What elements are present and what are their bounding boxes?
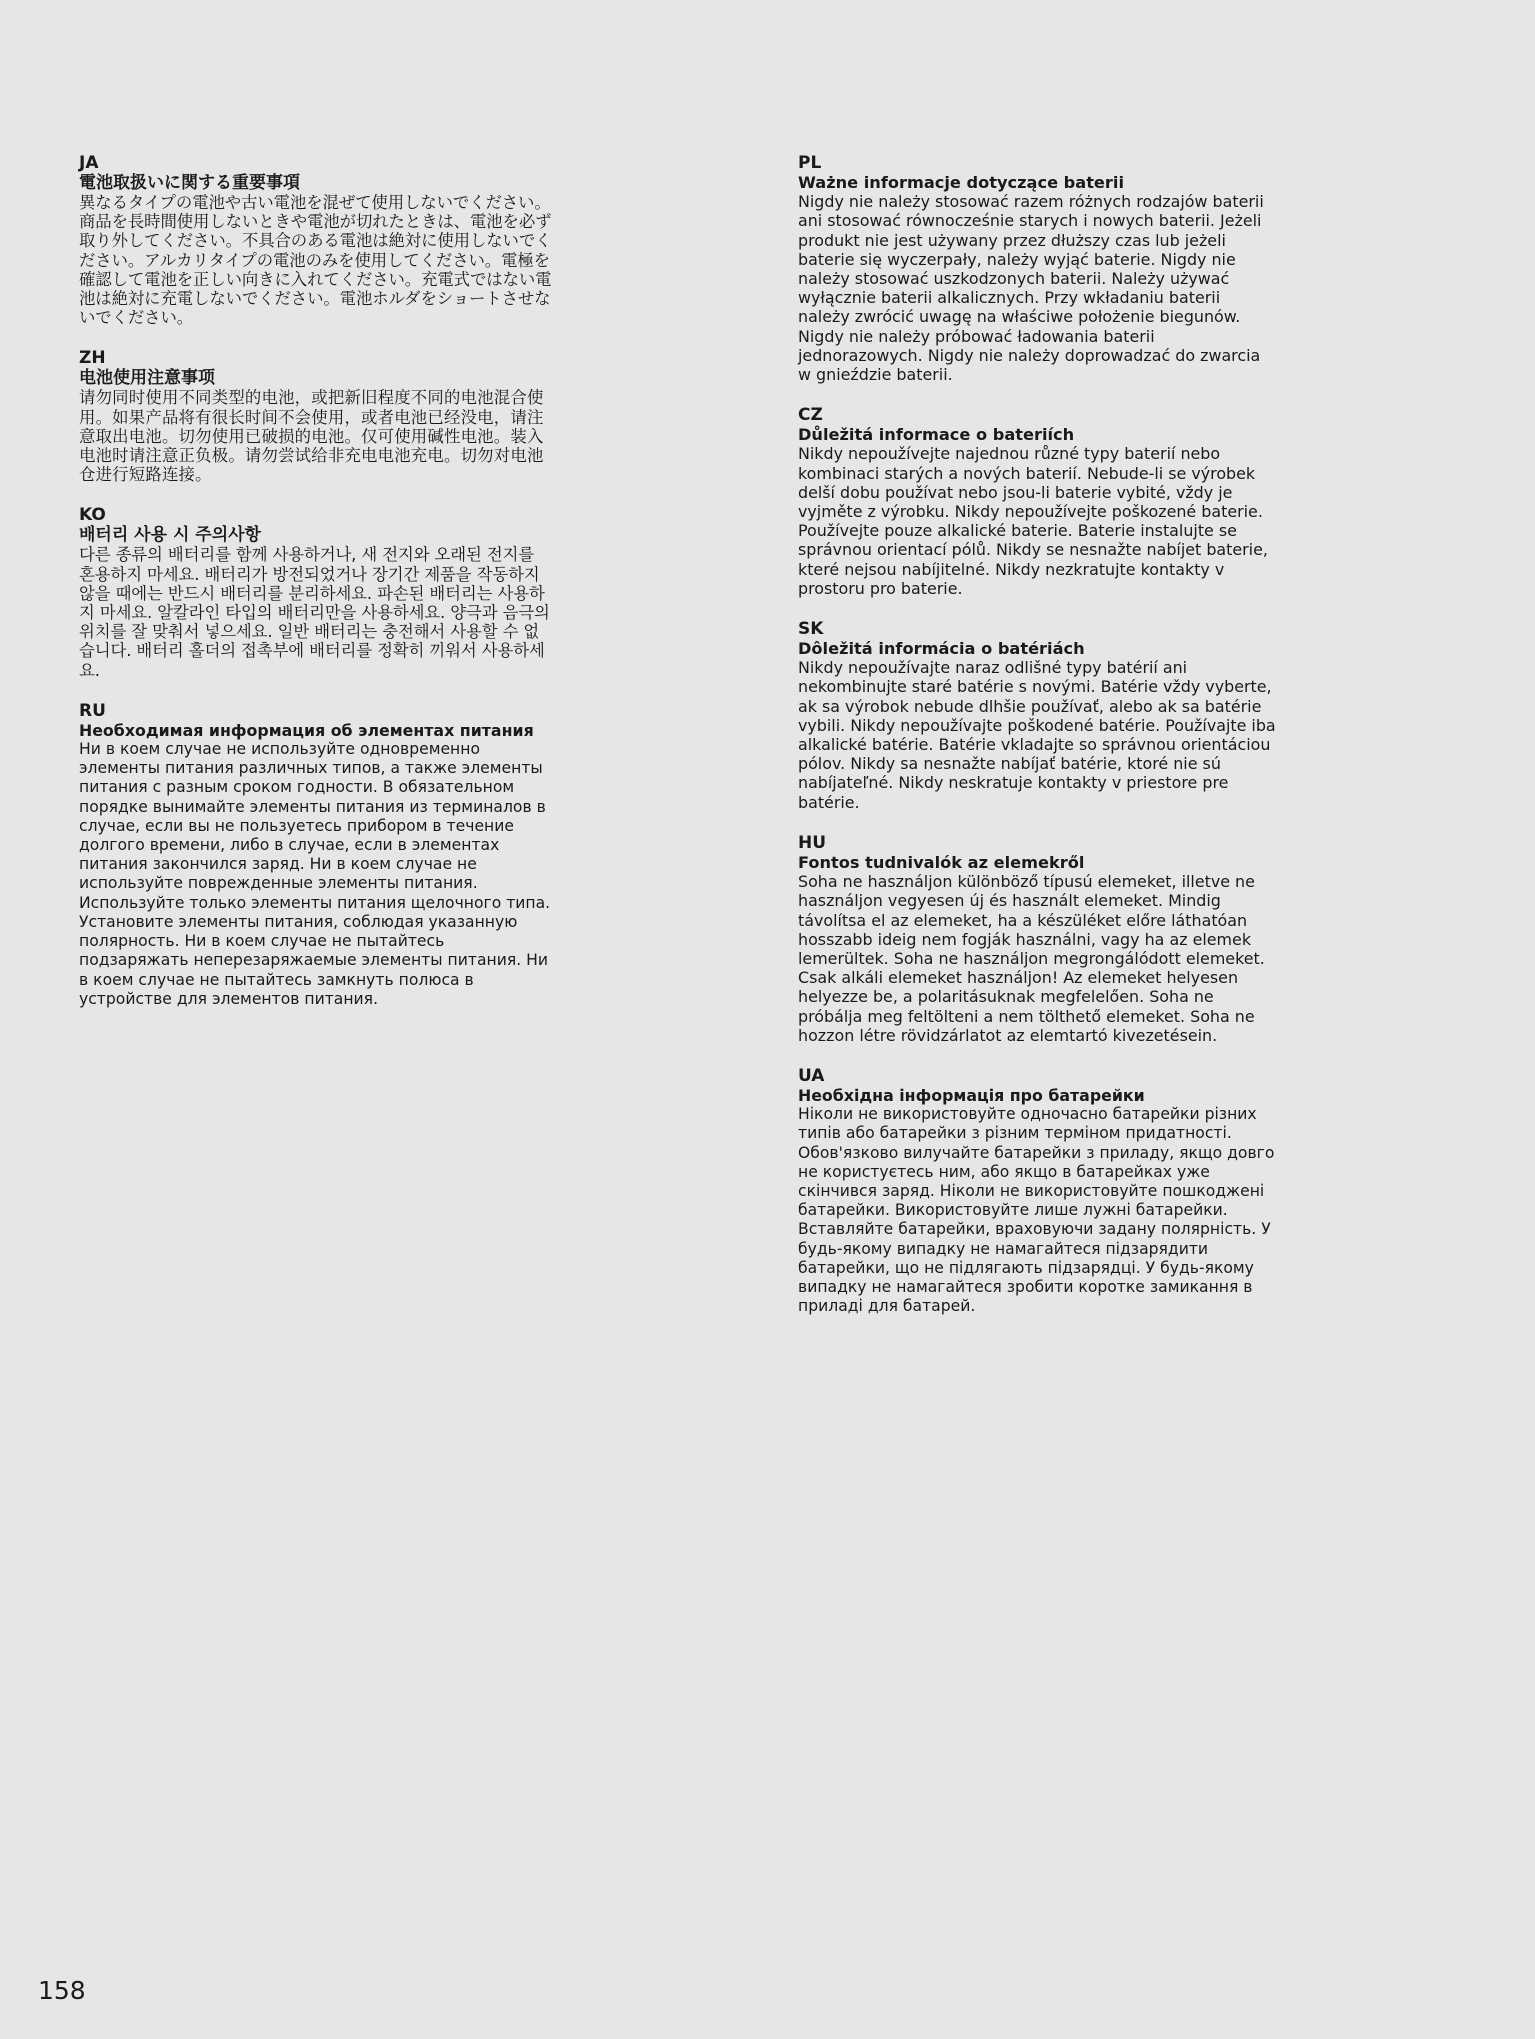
language-code: SK bbox=[798, 619, 824, 640]
section-ua bbox=[798, 1067, 1276, 1316]
section-body: Nigdy nie należy stosować razem różnych rodzajów baterii ani stosować równocześnie starych i nowych baterii. Jeżeli produkt nie jest używany przez dłuższy czas lub jeżeli baterie się wyczerpały, należy wyjąć baterie. Nigdy nie należy stosować uszkodzonych baterii. Należy używać wyłącznie baterii alkalicznych. Przy wkładaniu baterii należy zwrócić uwagę na właściwe położenie biegunów. Nigdy nie należy próbować ładowania baterii jednorazowych. Nigdy nie należy doprowadzać do zwarcia w gnieździe baterii. bbox=[798, 192, 1264, 385]
language-code: ZH bbox=[79, 348, 106, 369]
section-pl bbox=[798, 154, 1276, 384]
section-body: 다른 종류의 배터리를 함께 사용하거나, 새 전지와 오래된 전지를 혼용하지 마세요. 배터리가 방전되었거나 장기간 제품을 작동하지 않을 때에는 반드시 배터리를 분리하세요. 파손된 배터리는 사용하지 마세요. 알칼라인 타입의 배터리만을 사용하세요. 양극과 음극의 위치를 잘 맞춰서 넣으세요. 일반 배터리는 충전해서 사용할 수 없습니다. 배터리 홀더의 접촉부에 배터리를 정확히 끼워서 사용하세요. bbox=[79, 545, 550, 680]
section-body: 異なるタイプの電池や古い電池を混ぜて使用しないでください。商品を長時間使用しないときや電池が切れたときは、電池を必ず取り外してください。不具合のある電池は絶対に使用しないでください。アルカリタイプの電池のみを使用してください。電極を確認して電池を正しい向きに入れてください。充電式ではない電池は絶対に充電しないでください。電池ホルダをショートさせないでください。 bbox=[79, 193, 552, 328]
section-ru bbox=[79, 702, 554, 1009]
section-heading: 电池使用注意事项 bbox=[79, 368, 215, 389]
language-code: UA bbox=[798, 1065, 825, 1086]
language-code: JA bbox=[79, 153, 99, 173]
section-body: Ни в коем случае не используйте одновременно элементы питания различных типов, а также элементы питания с разным сроком годности. В обязательном порядке вынимайте элементы питания из терминалов в случае, если вы не пользуетесь прибором в течение долгого времени, либо в случае, если в элементах питания закончился заряд. Ни в коем случае не используйте поврежденные элементы питания. Используйте только элементы питания щелочного типа. Установите элементы питания, соблюдая указанную полярность. Ни в коем случае не пытайтесь подзаряжать неперезаряжаемые элементы питания. Ни в коем случае не пытайтесь замкнуть полюса в устройстве для элементов питания. bbox=[79, 740, 551, 1008]
section-body: Ніколи не використовуйте одночасно батарейки різних типів або батарейки з різним терміном придатності. Обов'язково вилучайте батарейки з приладу, якщо довго не користуєтесь ним, або якщо в батарейках уже скінчився заряд. Ніколи не використовуйте пошкоджені батарейки. Використовуйте лише лужні батарейки. Вставляйте батарейки, враховуючи задану полярність. У будь-якому випадку не намагайтеся підзарядити батарейки, що не підлягають підзарядці. У будь-якому випадку не намагайтеся зробити коротке замикання в приладі для батарей. bbox=[798, 1105, 1275, 1316]
section-sk bbox=[798, 620, 1276, 812]
section-zh bbox=[79, 349, 554, 484]
section-body: Soha ne használjon különböző típusú elemeket, illetve ne használjon vegyesen új és használt elemeket. Mindig távolítsa el az elemeket, ha a készüléket előre láthatóan hosszabb ideig nem fogják használni, vagy ha az elemek lemerültek. Soha ne használjon megrongálódott elemeket. Csak alkáli elemeket használjon! Az elemeket helyesen helyezze be, a polaritásuknak megfelelően. Soha ne próbálja meg feltölteni a nem tölthető elemeket. Soha ne hozzon létre rövidzárlatot az elemtartó kivezetésein. bbox=[798, 872, 1265, 1045]
section-heading: Dôležitá informácia o batériách bbox=[798, 639, 1085, 659]
language-code: HU bbox=[798, 832, 827, 853]
page-number: 158 bbox=[38, 1976, 86, 2005]
section-hu bbox=[798, 834, 1276, 1045]
section-heading: Důležitá informace o bateriích bbox=[798, 425, 1075, 445]
section-heading: Необходимая информация об элементах питания bbox=[79, 720, 534, 740]
section-ko bbox=[79, 506, 554, 679]
section-body: Nikdy nepoužívejte najednou různé typy baterií nebo kombinaci starých a nových baterií. Nebude-li se výrobek delší dobu používat nebo jsou-li baterie vybité, vždy je vyjměte z výrobku. Nikdy nepoužívejte poškozené baterie. Používejte pouze alkalické baterie. Baterie instalujte se správnou orientací pólů. Nikdy se nesnažte nabíjet baterie, které nejsou nabíjitelné. Nikdy nezkratujte kontakty v prostoru pro baterie. bbox=[798, 444, 1268, 598]
section-heading: Необхідна інформація про батарейки bbox=[798, 1085, 1145, 1105]
section-body: 请勿同时使用不同类型的电池，或把新旧程度不同的电池混合使用。如果产品将有很长时间不会使用，或者电池已经没电，请注意取出电池。切勿使用已破损的电池。仅可使用碱性电池。装入电池时请注意正负极。请勿尝试给非充电电池充电。切勿对电池仓进行短路连接。 bbox=[79, 388, 544, 485]
language-code: KO bbox=[79, 505, 106, 526]
section-body: Nikdy nepoužívajte naraz odlišné typy batérií ani nekombinujte staré batérie s novými. Batérie vždy vyberte, ak sa výrobok nebude dlhšie používať, alebo ak sa batérie vybili. Nikdy nepoužívajte poškodené batérie. Používajte iba alkalické batérie. Batérie vkladajte so správnou orientáciou pólov. Nikdy sa nesnažte nabíjať batérie, ktoré nie sú nabíjateľné. Nikdy neskratuje kontakty v priestore pre batérie. bbox=[798, 658, 1276, 812]
section-cz bbox=[798, 406, 1276, 598]
left-column bbox=[79, 154, 554, 1031]
language-code: PL bbox=[798, 153, 822, 173]
section-heading: Fontos tudnivalók az elemekről bbox=[798, 852, 1085, 872]
right-column bbox=[798, 154, 1276, 1338]
section-heading: Ważne informacje dotyczące baterii bbox=[798, 173, 1124, 192]
language-code: CZ bbox=[798, 405, 823, 426]
language-code: RU bbox=[79, 700, 106, 721]
section-heading: 電池取扱いに関する重要事項 bbox=[79, 173, 300, 193]
section-ja bbox=[79, 154, 554, 327]
section-heading: 배터리 사용 시 주의사항 bbox=[79, 525, 261, 546]
